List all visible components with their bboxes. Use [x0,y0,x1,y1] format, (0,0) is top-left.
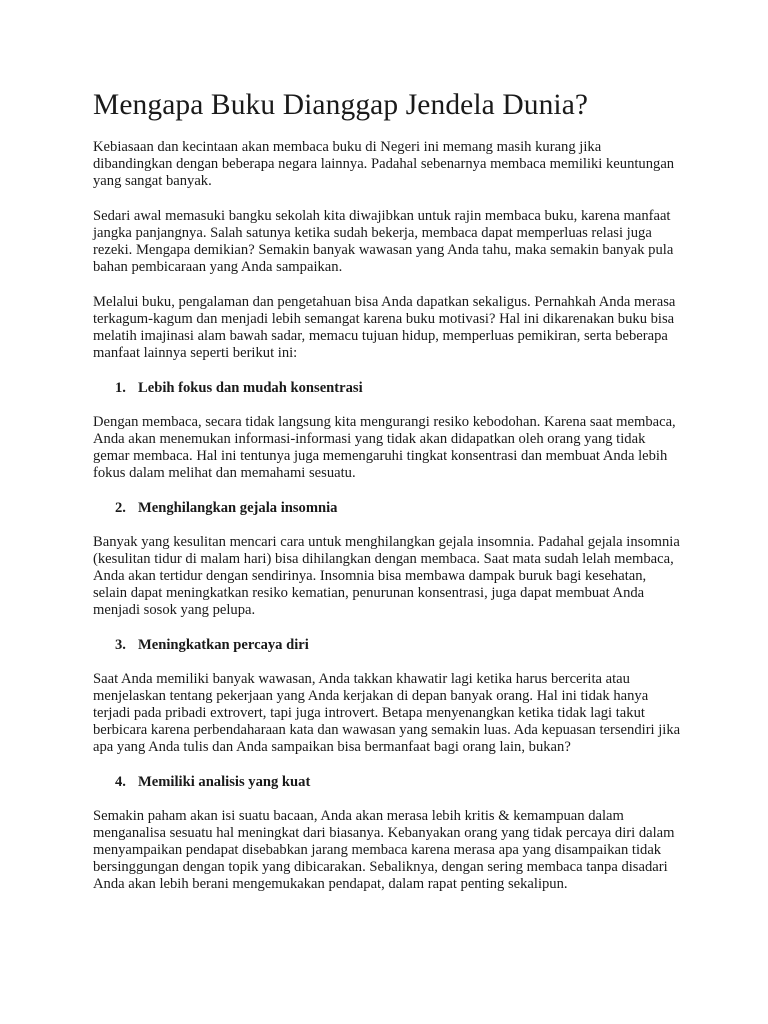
section-number: 4. [115,774,126,790]
section-heading-1 [93,380,683,397]
intro-paragraph-2: Sedari awal memasuki bangku sekolah kita diwajibkan untuk rajin membaca buku, karena manfaat jangka panjangnya. Salah satunya ketika sudah bekerja, membaca dapat memperluas relasi juga rezeki. Mengapa demikian? Semakin banyak wawasan yang Anda tahu, maka semakin banyak pula bahan pembicaraan yang Anda sampaikan. [93,208,674,275]
section-heading-text: Memiliki analisis yang kuat [138,774,311,790]
section-body-1: Dengan membaca, secara tidak langsung kita mengurangi resiko kebodohan. Karena saat membaca, Anda akan menemukan informasi-informasi yang tidak akan didapatkan oleh orang yang tidak gemar membaca. Hal ini tentunya juga memengaruhi tingkat konsentrasi dan membuat Anda lebih fokus dalam melihat dan memahami sesuatu. [93,414,676,481]
section-heading-4 [93,774,683,791]
section-heading-3 [93,637,683,654]
section-number: 1. [115,380,126,396]
section-body-3: Saat Anda memiliki banyak wawasan, Anda takkan khawatir lagi ketika harus bercerita atau menjelaskan tentang pekerjaan yang Anda kerjakan di depan banyak orang. Hal ini tidak hanya terjadi pada pribadi extrovert, tapi juga introvert. Betapa menyenangkan ketika tidak lagi takut berbicara karena perbendaharaan kata dan wawasan yang semakin luas. Ada kepuasan tersendiri jika apa yang Anda tulis dan Anda sampaikan bisa bermanfaat bagi orang lain, bukan? [93,671,681,755]
section-number: 2. [115,500,126,516]
section-heading-text: Lebih fokus dan mudah konsentrasi [138,380,363,396]
intro-paragraph-3: Melalui buku, pengalaman dan pengetahuan bisa Anda dapatkan sekaligus. Pernahkah Anda merasa terkagum-kagum dan menjadi lebih semangat karena buku motivasi? Hal ini dikarenakan buku bisa melatih imajinasi alam bawah sadar, memacu tujuan hidup, memperluas pemikiran, serta beberapa manfaat lainnya seperti berikut ini: [93,294,676,361]
section-heading-text: Meningkatkan percaya diri [138,637,309,653]
section-body-2: Banyak yang kesulitan mencari cara untuk menghilangkan gejala insomnia. Padahal gejala insomnia (kesulitan tidur di malam hari) bisa dihilangkan dengan membaca. Saat mata sudah lelah membaca, Anda akan tertidur dengan sendirinya. Insomnia bisa membawa dampak buruk bagi kesehatan, selain dapat meningkatkan resiko kematian, penurunan konsentrasi, juga dapat membuat Anda menjadi sosok yang pelupa. [93,534,680,618]
section-heading-2 [93,500,683,517]
document-title: Mengapa Buku Dianggap Jendela Dunia? [93,89,589,121]
section-heading-text: Menghilangkan gejala insomnia [138,500,338,516]
document-page [93,86,683,911]
section-number: 3. [115,637,126,653]
section-body-4: Semakin paham akan isi suatu bacaan, Anda akan merasa lebih kritis & kemampuan dalam menganalisa sesuatu hal meningkat dari biasanya. Kebanyakan orang yang tidak percaya diri dalam menyampaikan pendapat disebabkan jarang membaca karena merasa apa yang disampaikan tidak bersinggungan dengan topik yang dibicarakan. Sebaliknya, dengan sering membaca tanpa disadari Anda akan lebih berani mengemukakan pendapat, dalam rapat penting sekalipun. [93,808,675,892]
intro-paragraph-1: Kebiasaan dan kecintaan akan membaca buku di Negeri ini memang masih kurang jika dibandingkan dengan beberapa negara lainnya. Padahal sebenarnya membaca memiliki keuntungan yang sangat banyak. [93,139,675,189]
